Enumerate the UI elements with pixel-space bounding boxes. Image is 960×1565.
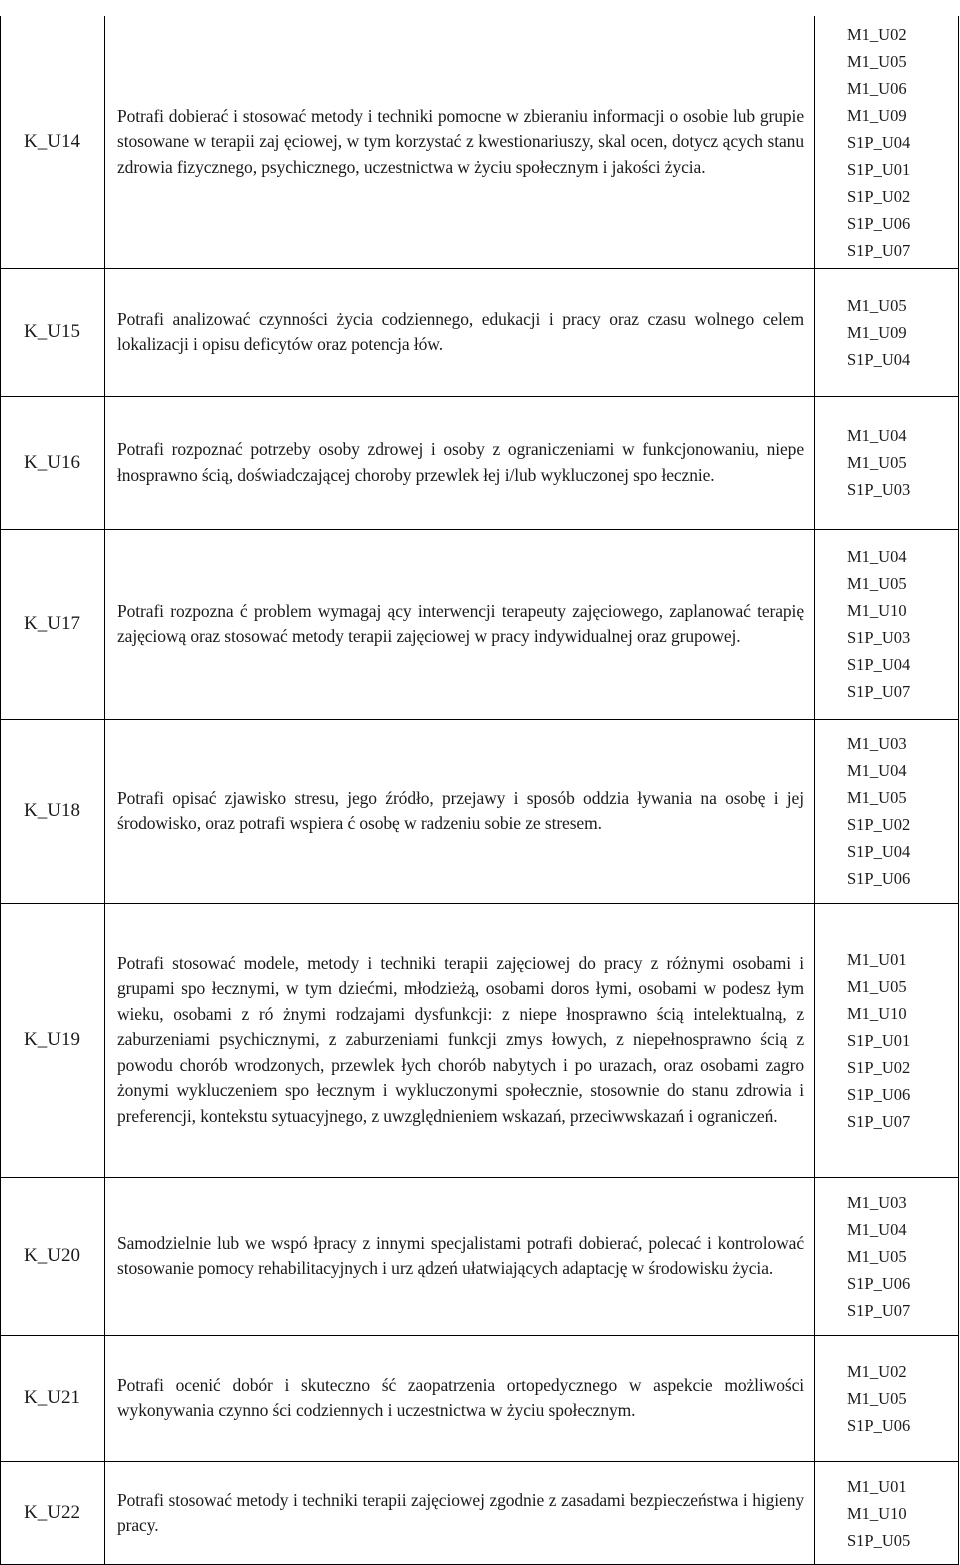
reference-code: M1_U05: [847, 51, 907, 71]
table-border: [814, 529, 815, 719]
table-border: [814, 1177, 815, 1335]
outcome-description: Samodzielnie lub we wspó łpracy z innymi specjalistami potrafi dobierać, polecać i kontrolować stosowanie pomocy rehabilitacyjnych i urz ądzeń ułatwiających adaptację w środowisku życia.: [117, 1232, 804, 1278]
reference-code: M1_U03: [847, 1192, 907, 1212]
table-border: [0, 268, 1, 396]
table-border: [958, 268, 959, 396]
reference-codes: [815, 16, 959, 268]
reference-codes: [815, 396, 959, 529]
table-border: [958, 529, 959, 719]
table-border: [104, 1177, 105, 1335]
reference-code: S1P_U07: [847, 682, 911, 701]
reference-codes: [815, 268, 959, 396]
table-row: [0, 268, 959, 396]
reference-codes: [815, 1335, 959, 1461]
outcome-description-cell: [104, 268, 814, 396]
reference-code: M1_U10: [847, 601, 907, 620]
reference-code: S1P_U05: [847, 1530, 911, 1550]
table-border: [958, 719, 959, 903]
table-row: [0, 903, 959, 1177]
table-border: [104, 396, 105, 529]
outcome-description-cell: [104, 903, 814, 1177]
table-row: [0, 1335, 959, 1461]
table-border: [104, 903, 105, 1177]
reference-code: S1P_U04: [847, 842, 911, 861]
reference-code: M1_U06: [847, 78, 907, 98]
reference-code: M1_U02: [847, 24, 907, 44]
outcome-code: K_U14: [24, 131, 80, 152]
reference-code: S1P_U01: [847, 159, 911, 179]
outcome-description: Potrafi opisać zjawisko stresu, jego źródło, przejawy i sposób oddzia ływania na osobę i jej środowisko, oraz potrafi wspiera ć osobę w radzeniu sobie ze stresem.: [117, 787, 804, 833]
reference-code: S1P_U02: [847, 815, 911, 834]
table-border: [0, 268, 959, 269]
table-border: [958, 903, 959, 1177]
table-row: [0, 1177, 959, 1335]
outcome-code: K_U15: [24, 321, 80, 342]
reference-code: M1_U10: [847, 1503, 907, 1523]
reference-codes: [815, 1177, 959, 1335]
outcome-code: K_U16: [24, 451, 80, 473]
outcome-code: K_U19: [24, 1029, 80, 1050]
table-border: [814, 268, 815, 396]
table-border: [104, 1335, 105, 1461]
table-border: [104, 268, 105, 396]
reference-code: M1_U05: [847, 1246, 907, 1266]
table-border: [0, 16, 1, 268]
reference-code: M1_U04: [847, 1219, 907, 1239]
reference-code: S1P_U04: [847, 655, 911, 674]
outcome-description-cell: [104, 529, 814, 719]
reference-code: S1P_U06: [847, 1273, 911, 1293]
learning-outcomes-table: [0, 16, 959, 1565]
table-border: [814, 16, 815, 268]
table-row: [0, 1461, 959, 1565]
reference-code: S1P_U06: [847, 213, 911, 233]
table-row: [0, 529, 959, 719]
table-border: [958, 16, 959, 268]
outcome-description-cell: [104, 719, 814, 903]
table-border: [104, 1461, 105, 1565]
table-border: [814, 719, 815, 903]
table-border: [104, 719, 105, 903]
reference-code: M1_U05: [847, 295, 907, 315]
table-border: [0, 719, 1, 903]
outcome-description: Potrafi analizować czynności życia codziennego, edukacji i pracy oraz czasu wolnego celem lokalizacji i opisu deficytów oraz potencja łów.: [117, 308, 804, 354]
reference-code: S1P_U06: [847, 1415, 911, 1435]
reference-code: S1P_U02: [847, 186, 911, 206]
table-border: [0, 1461, 959, 1462]
reference-code: S1P_U06: [847, 1084, 911, 1104]
table-border: [0, 719, 959, 720]
table-border: [0, 396, 959, 397]
reference-codes: [815, 719, 959, 903]
reference-codes: [815, 529, 959, 719]
outcome-description-cell: [104, 16, 814, 268]
reference-code: S1P_U04: [847, 349, 911, 369]
table-border: [814, 396, 815, 529]
reference-code: S1P_U04: [847, 132, 911, 152]
table-border: [0, 1335, 1, 1461]
reference-code: M1_U02: [847, 1361, 907, 1381]
outcome-code: K_U21: [24, 1387, 80, 1408]
reference-code: S1P_U07: [847, 1300, 911, 1320]
table-border: [958, 1177, 959, 1335]
table-border: [0, 1177, 959, 1178]
reference-code: S1P_U07: [847, 1111, 911, 1131]
outcome-code: K_U22: [24, 1502, 80, 1523]
reference-codes: [815, 903, 959, 1177]
reference-code: M1_U04: [847, 547, 907, 566]
reference-code: M1_U03: [847, 734, 907, 753]
outcome-description-cell: [104, 1177, 814, 1335]
table-row: [0, 396, 959, 529]
table-border: [958, 1335, 959, 1461]
reference-code: M1_U04: [847, 761, 907, 780]
table-border: [958, 396, 959, 529]
table-border: [0, 1461, 1, 1565]
table-border: [958, 1461, 959, 1565]
outcome-code: K_U18: [24, 800, 80, 821]
reference-code: S1P_U03: [847, 480, 911, 499]
table-border: [0, 903, 1, 1177]
outcome-description: Potrafi rozpozna ć problem wymagaj ący interwencji terapeuty zajęciowego, zaplanować terapię zajęciową oraz stosować metody terapii zajęciowej w pracy indywidualnej oraz grupowej.: [117, 600, 804, 646]
table-border: [814, 1335, 815, 1461]
table-border: [0, 1335, 959, 1336]
reference-code: S1P_U06: [847, 869, 911, 888]
reference-codes: [815, 1461, 959, 1565]
table-border: [0, 1177, 1, 1335]
table-border: [0, 529, 959, 530]
outcome-description: Potrafi rozpoznać potrzeby osoby zdrowej i osoby z ograniczeniami w funkcjonowaniu, niepe łnosprawno ścią, doświadczającej choroby przewlek łej i/lub wykluczonej spo łecznie.: [117, 439, 804, 485]
reference-code: M1_U10: [847, 1003, 907, 1023]
table-row: [0, 719, 959, 903]
table-border: [104, 16, 105, 268]
table-border: [814, 1461, 815, 1565]
table-border: [0, 903, 959, 904]
reference-code: M1_U05: [847, 574, 907, 593]
table-border: [104, 529, 105, 719]
outcome-code: K_U17: [24, 613, 80, 634]
reference-code: M1_U04: [847, 426, 907, 445]
reference-code: S1P_U01: [847, 1030, 911, 1050]
reference-code: S1P_U02: [847, 1057, 911, 1077]
table-border: [814, 903, 815, 1177]
reference-code: M1_U05: [847, 1388, 907, 1408]
reference-code: M1_U09: [847, 105, 907, 125]
reference-code: M1_U05: [847, 976, 907, 996]
table-border: [0, 529, 1, 719]
table-border: [0, 396, 1, 529]
outcome-description: Potrafi stosować metody i techniki terapii zajęciowej zgodnie z zasadami bezpieczeństwa i higieny pracy.: [117, 1489, 804, 1535]
reference-code: M1_U01: [847, 949, 907, 969]
outcome-description: Potrafi ocenić dobór i skuteczno ść zaopatrzenia ortopedycznego w aspekcie możliwości wykonywania czynno ści codziennych i uczestnictwa w życiu społecznym.: [117, 1374, 804, 1420]
reference-code: S1P_U07: [847, 240, 911, 260]
reference-code: M1_U01: [847, 1476, 907, 1496]
reference-code: M1_U05: [847, 453, 907, 472]
reference-code: M1_U09: [847, 322, 907, 342]
outcome-description-cell: [104, 1461, 814, 1565]
reference-code: M1_U05: [847, 788, 907, 807]
table-row: [0, 16, 959, 268]
reference-code: S1P_U03: [847, 628, 911, 647]
outcome-code: K_U20: [24, 1245, 80, 1266]
outcome-description-cell: [104, 1335, 814, 1461]
outcome-description: Potrafi stosować modele, metody i techniki terapii zajęciowej do pracy z różnymi osobami i grupami spo łecznymi, w tym dziećmi, młodzieżą, osobami doros łymi, osobami w podesz łym wieku, osobami z ró żnymi rodzajami dysfunkcji: z niepe łnosprawno ścią intelektualną, z zaburzeniami psychicznymi, z zaburzeniami funkcji zmys łowych, z niepełnosprawno ścią z powodu chorób wrodzonych, przewlek łych chorób nabytych i po urazach, oraz osobami zagro żonymi wykluczeniem spo łecznym i wykluczonymi społecznie, stosownie do stanu zdrowia i preferencji, kontekstu sytuacyjnego, z uwzględnieniem wskazań, przeciwwskazań i ograniczeń.: [117, 952, 804, 1126]
outcome-description: Potrafi dobierać i stosować metody i techniki pomocne w zbieraniu informacji o osobie lub grupie stosowane w terapii zaj ęciowej, w tym korzystać z kwestionariuszy, skal ocen, dotycz ących stanu zdrowia fizycznego, psychicznego, uczestnictwa w życiu społecznym i jakości życia.: [117, 105, 804, 177]
outcome-description-cell: [104, 396, 814, 529]
